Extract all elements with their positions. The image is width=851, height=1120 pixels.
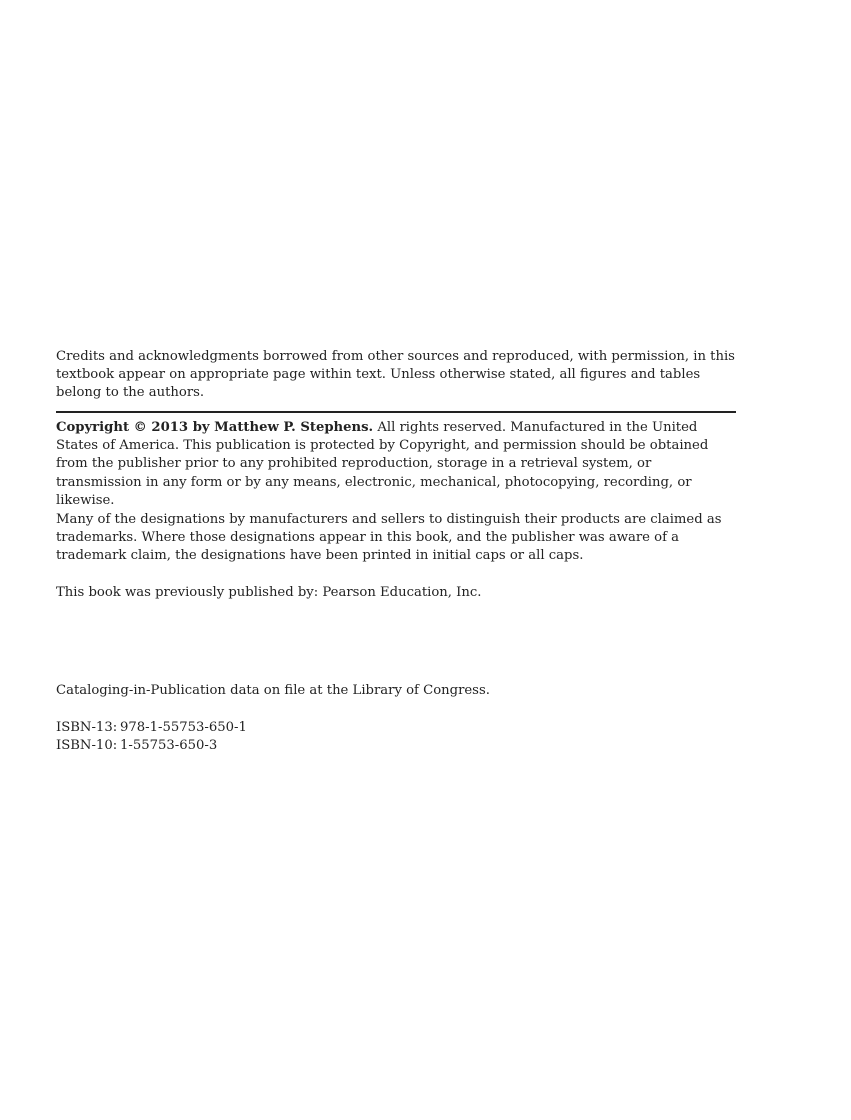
cataloging-paragraph: Cataloging-in-Publication data on file at the Library of Congress. bbox=[56, 683, 490, 698]
previous-publisher-paragraph: This book was previously published by: Pearson Education, Inc. bbox=[56, 585, 482, 600]
isbn13-line bbox=[56, 719, 736, 737]
isbn10-value: 1-55753-650-3 bbox=[120, 738, 218, 753]
copyright-holder: Copyright © 2013 by Matthew P. Stephens. bbox=[56, 420, 374, 435]
isbn10-label: ISBN-10: bbox=[56, 738, 118, 753]
isbn13-label: ISBN-13: bbox=[56, 720, 118, 735]
isbn13-value: 978-1-55753-650-1 bbox=[120, 720, 247, 735]
section-divider bbox=[56, 411, 736, 413]
copyright-body: All rights reserved. Manufactured in the United States of America. This publication is protected by Copyright, and permission should be obtained from the publisher prior to any prohibited reproduction, storage in a retrieval system, or transmission in any form or by any means, electronic, mechanical, photocopying, recording, or likewise. bbox=[56, 420, 709, 508]
copyright-paragraph bbox=[56, 419, 736, 510]
credits-paragraph: Credits and acknowledgments borrowed from other sources and reproduced, with permission, in this textbook appear on appropriate page within text. Unless otherwise stated, all figures and tables belong to the authors. bbox=[56, 349, 735, 401]
isbn10-line bbox=[56, 737, 736, 755]
trademarks-paragraph: Many of the designations by manufacturers and sellers to distinguish their products are claimed as trademarks. Where those designations appear in this book, and the publisher was aware of a trademark claim, the designations have been printed in initial caps or all caps. bbox=[56, 512, 722, 564]
